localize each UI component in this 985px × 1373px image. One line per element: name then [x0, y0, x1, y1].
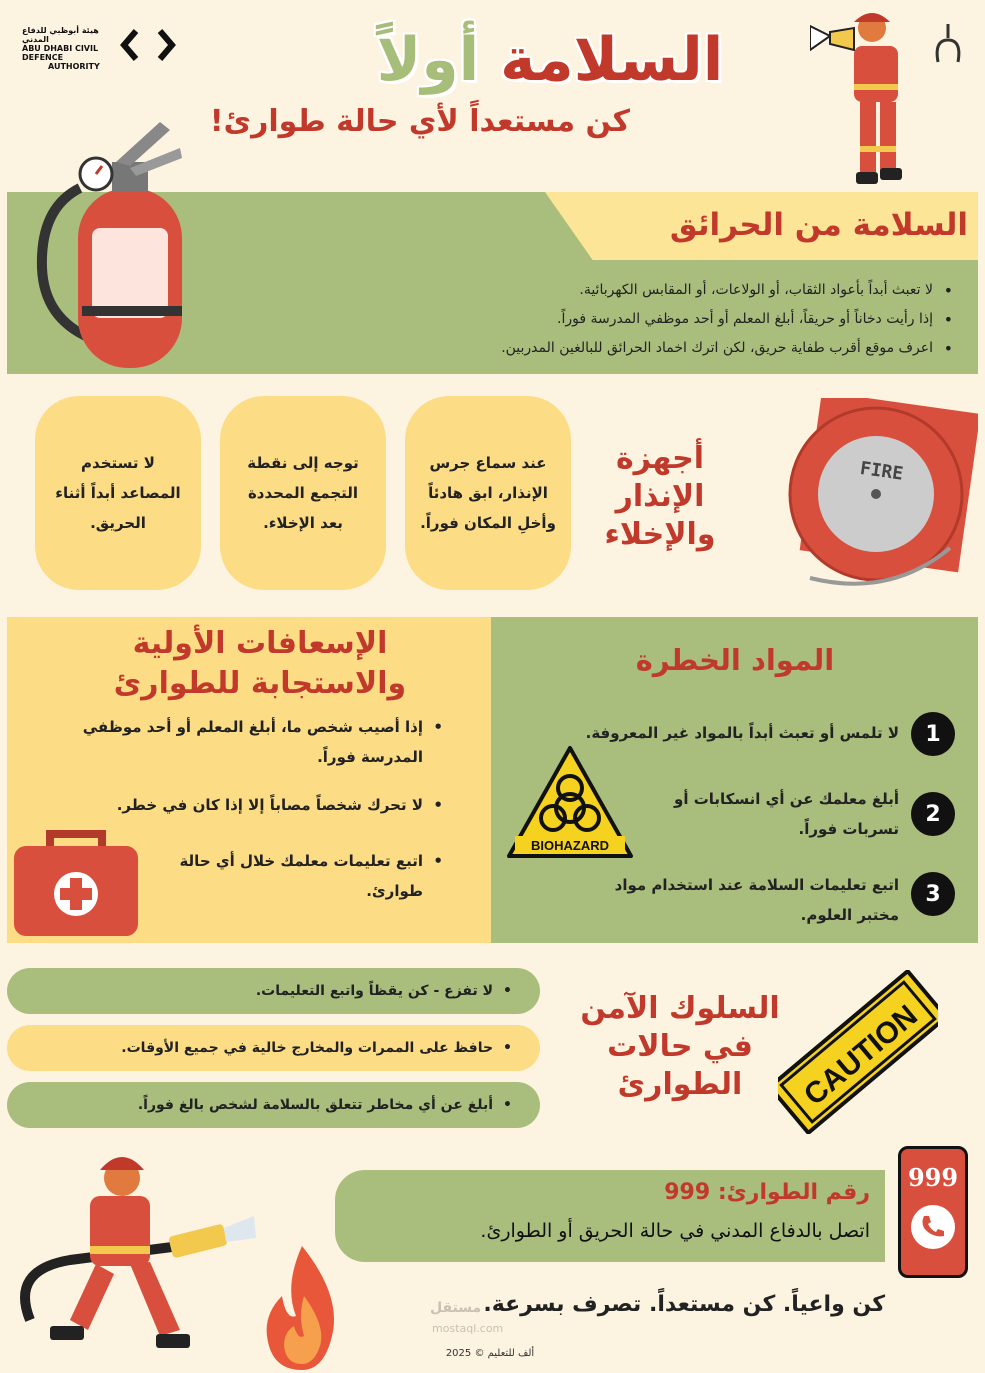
behaviour-heading: [565, 990, 795, 1104]
page-title: [330, 10, 770, 110]
behaviour-item-exits: [7, 1025, 540, 1071]
behaviour-heading-line: السلوك الآمن: [580, 991, 780, 1026]
step-number: 1: [911, 712, 955, 756]
list-item: • لا تحرك شخصاً مصاباً إلا إذا كان في خطر.: [45, 790, 445, 820]
logo-english-line2: AUTHORITY: [48, 62, 100, 71]
bullet-icon: •: [503, 1097, 512, 1113]
first-aid-heading-line: والاستجابة للطوارئ: [113, 666, 407, 701]
title-accent: أولاً: [376, 25, 480, 95]
watermark-url: mostaql.com: [432, 1322, 504, 1335]
step-text: لا تلمس أو تعبث أبداً بالمواد غير المعروفة.: [585, 724, 899, 742]
alarm-heading-line: أجهزة: [615, 441, 705, 476]
alarm-card-evacuate: [405, 396, 571, 590]
list-item: • لا تعبث أبداً بأعواد الثقاب، أو الولاعات، أو المقابس الكهربائية.: [335, 276, 955, 305]
fire-extinguisher-illustration: [30, 118, 220, 374]
list-item: • إذا أصيب شخص ما، أبلغ المعلم أو أحد موظفي المدرسة فوراً.: [45, 712, 445, 772]
alarm-card-assembly: [220, 396, 386, 590]
footer-tagline: كن واعياً. كن مستعداً. تصرف بسرعة.: [483, 1292, 885, 1317]
alarm-heading-line: والإخلاء: [604, 517, 716, 552]
first-aid-heading: [70, 624, 450, 704]
alarm-fire-label: FIRE: [858, 457, 905, 485]
list-item: • إذا رأيت دخاناً أو حريقاً، أبلغ المعلم أو أحد موظفي المدرسة فوراً.: [335, 305, 955, 334]
authority-logo: [22, 26, 182, 71]
behaviour-heading-line: في حالات: [607, 1029, 753, 1064]
first-aid-heading-line: الإسعافات الأولية: [132, 626, 388, 661]
first-aid-kit-illustration: [14, 828, 138, 936]
biohazard-sign-icon: [505, 744, 635, 860]
logo-arabic-text: هيئة أبوظبي للدفاع المدني: [22, 26, 99, 44]
emergency-number-title: رقم الطوارئ: 999: [664, 1180, 870, 1205]
flame-icon: [262, 1246, 344, 1370]
alarm-heading: [575, 440, 745, 554]
behaviour-item-text: أبلغ عن أي مخاطر تتعلق بالسلامة لشخص بالغ فوراً.: [137, 1097, 494, 1113]
bullet-icon: •: [503, 983, 512, 999]
emergency-phone-icon[interactable]: [898, 1146, 968, 1278]
list-item: • اتبع تعليمات معلمك خلال أي حالة طوارئ.: [155, 846, 445, 906]
biohazard-label: BIOHAZARD: [531, 838, 609, 853]
list-item: • اعرف موقع أقرب طفاية حريق، لكن اترك اخماد الحرائق للبالغين المدربين.: [335, 334, 955, 363]
page-subtitle: كن مستعداً لأي حالة طوارئ!: [209, 104, 630, 139]
step-number: 3: [911, 872, 955, 916]
alef-logo-icon: [928, 22, 968, 66]
alarm-card-text: عند سماع جرس الإنذار، ابق هادئاً وأخلِ المكان فوراً.: [420, 454, 556, 532]
behaviour-item-text: لا تفزع - كن يقظاً واتبع التعليمات.: [255, 983, 494, 999]
alarm-card-text: توجه إلى نقطة التجمع المحددة بعد الإخلاء.: [247, 454, 359, 532]
copyright: ألف للتعليم © 2025: [445, 1348, 535, 1359]
step-text: أبلغ معلمك عن أي انسكابات أو تسربات فوراً.: [674, 790, 899, 838]
fire-alarm-bell-illustration: [770, 398, 978, 598]
phone-handset-icon: [910, 1204, 956, 1250]
logo-chevrons-icon: [120, 28, 180, 62]
alarm-card-text: لا تستخدم المصاعد أبداً أثناء الحريق.: [55, 454, 181, 532]
alarm-card-elevators: [35, 396, 201, 590]
behaviour-item-report: [7, 1082, 540, 1128]
fire-safety-list: [335, 276, 955, 363]
hazardous-heading: المواد الخطرة: [635, 643, 835, 677]
hazard-step-3: [555, 870, 955, 930]
behaviour-item-text: حافظ على الممرات والمخارج خالية في جميع الأوقات.: [121, 1040, 494, 1056]
behaviour-heading-line: الطوارئ: [617, 1067, 743, 1102]
firefighter-hose-illustration: [10, 1150, 260, 1372]
behaviour-item-calm: [7, 968, 540, 1014]
caution-sign-icon: [778, 970, 938, 1134]
title-main: السلامة: [500, 25, 724, 95]
step-text: اتبع تعليمات السلامة عند استخدام مواد مختبر العلوم.: [614, 876, 899, 924]
alarm-heading-line: الإنذار: [615, 479, 705, 514]
logo-english-line1: ABU DHABI CIVIL DEFENCE: [22, 44, 99, 62]
fire-safety-heading: السلامة من الحرائق: [669, 207, 968, 243]
caution-label: CAUTION: [797, 998, 924, 1113]
watermark: مستقل: [430, 1300, 482, 1316]
firefighter-megaphone-illustration: [810, 6, 920, 192]
phone-number: 999: [907, 1163, 959, 1192]
emergency-number-text: اتصل بالدفاع المدني في حالة الحريق أو الطوارئ.: [480, 1220, 870, 1242]
bullet-icon: •: [503, 1040, 512, 1056]
step-number: 2: [911, 792, 955, 836]
